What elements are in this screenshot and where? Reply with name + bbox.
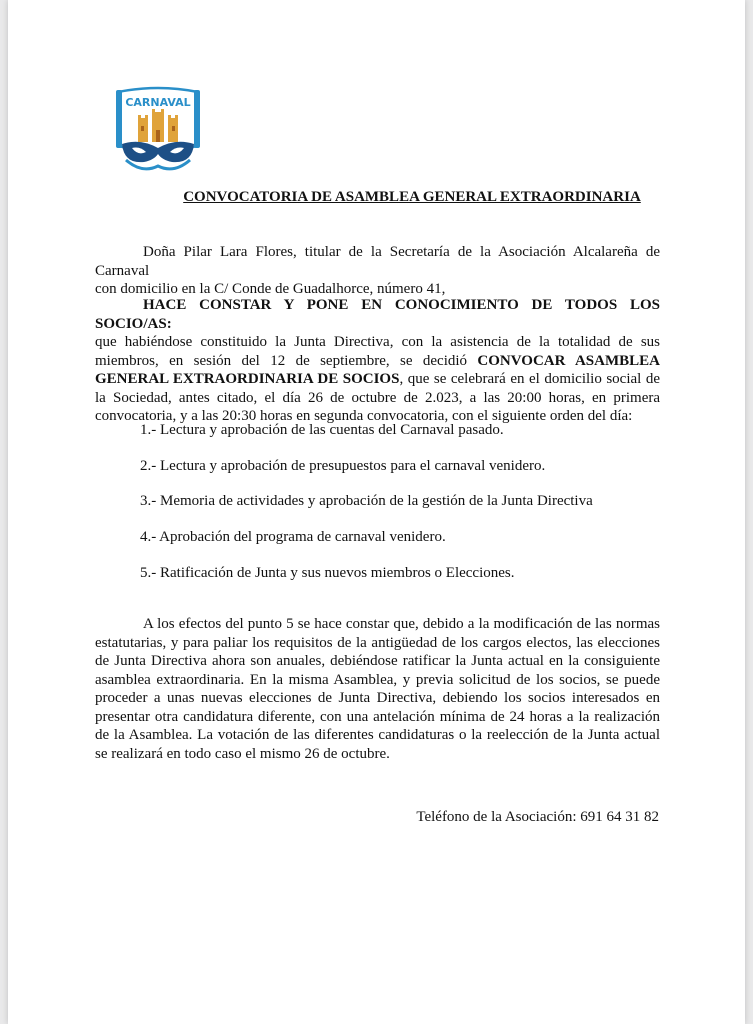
document-page — [8, 0, 745, 1024]
agenda-item-4: 4.- Aprobación del programa de carnaval venidero. — [140, 529, 446, 545]
agenda-item-3: 3.- Memoria de actividades y aprobación de la gestión de la Junta Directiva — [140, 493, 593, 509]
agenda-item-1: 1.- Lectura y aprobación de las cuentas del Carnaval pasado. — [140, 422, 504, 438]
document-title: CONVOCATORIA DE ASAMBLEA GENERAL EXTRAORDINARIA — [183, 189, 641, 205]
intro-line-1: Doña Pilar Lara Flores, titular de la Secretaría de la Asociación Alcalareña de Carnaval — [95, 244, 660, 279]
logo-text: CARNAVAL — [125, 96, 191, 109]
statement-paragraph — [95, 296, 660, 426]
statement-heading: HACE CONSTAR Y PONE EN CONOCIMIENTO DE TODOS LOS SOCIO/AS: — [95, 297, 660, 332]
statement-body: que habiéndose constituido la Junta Directiva, con la asistencia de la totalidad de sus miembros, en sesión del 12 de septiembre, se decidió CONVOCAR ASAMBLEA GENERAL EXTRAORDINARIA DE SOCIOS, que se celebrará en el domicilio social de la Sociedad, antes citado, el día 26 de octubre de 2.023, a las 20:00 horas, en primera convocatoria, y a las 20:30 horas en segunda convocatoria, con el siguiente orden del día: — [95, 334, 660, 424]
intro-paragraph — [95, 243, 660, 299]
statement-bold: CONVOCAR ASAMBLEA GENERAL EXTRAORDINARIA DE SOCIOS — [95, 352, 660, 387]
intro-line-2: con domicilio en la C/ Conde de Guadalhorce, número 41, — [95, 281, 446, 297]
agenda-item-2: 2.- Lectura y aprobación de presupuestos para el carnaval venidero. — [140, 458, 546, 474]
phone-line: Teléfono de la Asociación: 691 64 31 82 — [416, 809, 659, 825]
carnaval-logo — [112, 84, 204, 176]
closing-paragraph: A los efectos del punto 5 se hace constar que, debido a la modificación de las normas estatutarias, y para paliar los requisitos de la antigüedad de los cargos electos, las elecciones de Junta Directiva ahora son anuales, debiéndose ratificar la Junta actual en la consiguiente asamblea extraordinaria. En la misma Asamblea, y previa solicitud de los socios, se puede proceder a unas nuevas elecciones de Junta Directiva, debiendo los socios interesados en presentar otra candidatura diferente, con una antelación mínima de 24 horas a la realización de la Asamblea. La votación de las diferentes candidaturas o la reelección de la Junta actual se realizará en todo caso el mismo 26 de octubre. — [95, 616, 660, 762]
agenda-item-5: 5.- Ratificación de Junta y sus nuevos miembros o Elecciones. — [140, 565, 515, 581]
